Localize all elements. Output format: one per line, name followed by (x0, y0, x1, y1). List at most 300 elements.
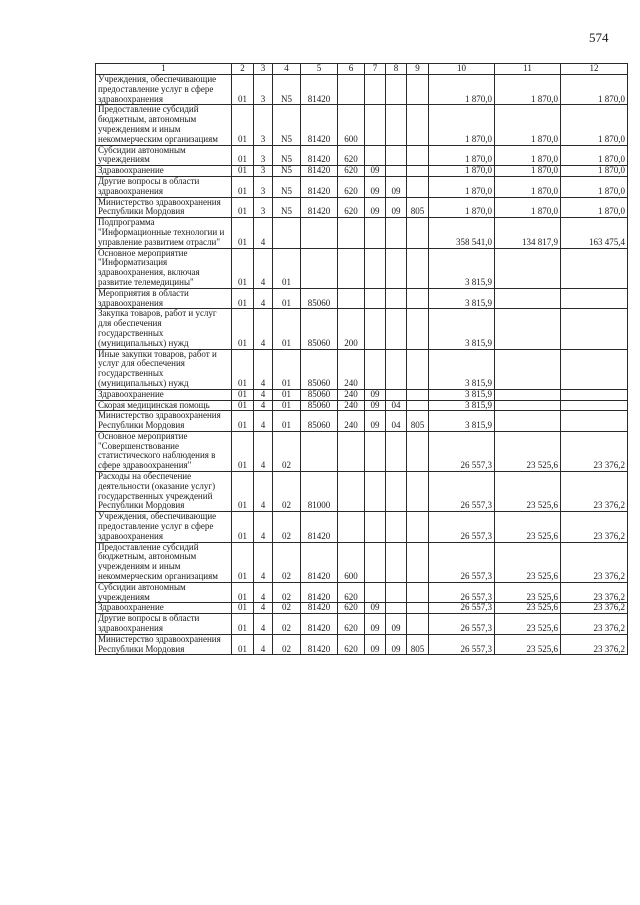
cell-col-7 (365, 512, 386, 542)
cell-col-7 (365, 75, 386, 105)
cell-col-7 (365, 105, 386, 145)
cell-col-9 (407, 166, 429, 177)
cell-col-5: 85060 (301, 309, 338, 349)
cell-col-9 (407, 542, 429, 582)
column-header: 2 (232, 64, 254, 75)
cell-col-7 (365, 472, 386, 512)
cell-amount-col-10: 3 815,9 (429, 309, 495, 349)
cell-col-3: 4 (254, 582, 273, 603)
cell-col-9 (407, 349, 429, 389)
row-name-cell: Мероприятия в области здравоохранения (96, 288, 232, 309)
table-row (96, 512, 628, 542)
cell-col-9 (407, 512, 429, 542)
row-name-cell: Субсидии автономным учреждениям (96, 582, 232, 603)
cell-col-2: 01 (232, 288, 254, 309)
cell-amount-col-12 (561, 288, 628, 309)
column-header: 6 (338, 64, 365, 75)
cell-col-5: 85060 (301, 288, 338, 309)
cell-col-8 (386, 309, 407, 349)
table-row (96, 197, 628, 218)
cell-amount-col-11 (495, 400, 561, 411)
cell-col-3: 4 (254, 218, 273, 248)
cell-amount-col-12 (561, 248, 628, 288)
cell-col-2: 01 (232, 614, 254, 635)
cell-amount-col-10: 1 870,0 (429, 105, 495, 145)
column-header: 10 (429, 64, 495, 75)
cell-col-4: N5 (273, 166, 301, 177)
cell-col-3: 4 (254, 400, 273, 411)
cell-col-6 (338, 512, 365, 542)
cell-amount-col-12 (561, 411, 628, 432)
cell-amount-col-10: 26 557,3 (429, 603, 495, 614)
cell-col-8 (386, 349, 407, 389)
column-header: 7 (365, 64, 386, 75)
table-row (96, 218, 628, 248)
budget-table (95, 63, 628, 655)
cell-col-7: 09 (365, 634, 386, 655)
cell-col-5: 81420 (301, 542, 338, 582)
row-name-cell: Другие вопросы в области здравоохранения (96, 176, 232, 197)
cell-col-4: N5 (273, 197, 301, 218)
cell-col-4: N5 (273, 75, 301, 105)
column-header: 9 (407, 64, 429, 75)
cell-col-2: 01 (232, 603, 254, 614)
cell-amount-col-10: 26 557,3 (429, 542, 495, 582)
cell-col-9: 805 (407, 197, 429, 218)
cell-col-9 (407, 176, 429, 197)
cell-amount-col-11: 1 870,0 (495, 166, 561, 177)
table-row (96, 248, 628, 288)
cell-amount-col-11 (495, 349, 561, 389)
cell-col-9 (407, 582, 429, 603)
cell-col-9: 805 (407, 411, 429, 432)
cell-col-5: 85060 (301, 389, 338, 400)
cell-amount-col-12: 23 376,2 (561, 431, 628, 471)
column-header: 8 (386, 64, 407, 75)
row-name-cell: Основное мероприятие "Совершенствование статистического наблюдения в сфере здравоохранения" (96, 431, 232, 471)
cell-col-9 (407, 431, 429, 471)
cell-col-5: 81420 (301, 197, 338, 218)
cell-col-4: 02 (273, 582, 301, 603)
row-name-cell: Иные закупки товаров, работ и услуг для обеспечения государственных (муниципальных) нужд (96, 349, 232, 389)
cell-col-3: 3 (254, 105, 273, 145)
cell-col-4: 01 (273, 411, 301, 432)
table-row (96, 105, 628, 145)
cell-col-6: 600 (338, 542, 365, 582)
cell-amount-col-10: 358 541,0 (429, 218, 495, 248)
cell-col-9: 805 (407, 634, 429, 655)
cell-col-8 (386, 248, 407, 288)
cell-col-6 (338, 288, 365, 309)
cell-amount-col-10: 26 557,3 (429, 431, 495, 471)
cell-col-7: 09 (365, 166, 386, 177)
cell-col-2: 01 (232, 400, 254, 411)
table-body (96, 75, 628, 655)
row-name-cell: Закупка товаров, работ и услуг для обеспечения государственных (муниципальных) нужд (96, 309, 232, 349)
cell-col-4: 01 (273, 389, 301, 400)
cell-col-2: 01 (232, 389, 254, 400)
cell-col-6: 240 (338, 400, 365, 411)
cell-amount-col-12: 1 870,0 (561, 145, 628, 166)
cell-amount-col-12 (561, 349, 628, 389)
cell-amount-col-12: 23 376,2 (561, 634, 628, 655)
row-name-cell: Предоставление субсидий бюджетным, автономным учреждениям и иным некоммерческим организациям (96, 542, 232, 582)
cell-amount-col-12: 1 870,0 (561, 176, 628, 197)
cell-amount-col-11 (495, 248, 561, 288)
cell-amount-col-10: 1 870,0 (429, 75, 495, 105)
cell-amount-col-10: 1 870,0 (429, 145, 495, 166)
cell-col-8 (386, 389, 407, 400)
cell-amount-col-11: 23 525,6 (495, 472, 561, 512)
cell-col-9 (407, 472, 429, 512)
row-name-cell: Предоставление субсидий бюджетным, автономным учреждениям и иным некоммерческим организациям (96, 105, 232, 145)
cell-col-7: 09 (365, 389, 386, 400)
row-name-cell: Основное мероприятие "Информатизация здравоохранения, включая развитие телемедицины" (96, 248, 232, 288)
cell-col-8 (386, 105, 407, 145)
row-name-cell: Здравоохранение (96, 603, 232, 614)
column-header: 4 (273, 64, 301, 75)
row-name-cell: Министерство здравоохранения Республики Мордовия (96, 197, 232, 218)
cell-col-7: 09 (365, 411, 386, 432)
table-row (96, 389, 628, 400)
cell-col-3: 4 (254, 389, 273, 400)
cell-col-6: 200 (338, 309, 365, 349)
cell-col-2: 01 (232, 176, 254, 197)
cell-col-2: 01 (232, 472, 254, 512)
cell-col-3: 3 (254, 166, 273, 177)
cell-amount-col-10: 3 815,9 (429, 288, 495, 309)
cell-col-8: 04 (386, 411, 407, 432)
cell-col-3: 4 (254, 472, 273, 512)
cell-col-4: 01 (273, 400, 301, 411)
cell-col-7: 09 (365, 614, 386, 635)
cell-col-4: 01 (273, 248, 301, 288)
cell-col-4: N5 (273, 105, 301, 145)
cell-col-4: 01 (273, 309, 301, 349)
cell-col-2: 01 (232, 411, 254, 432)
cell-col-5: 81420 (301, 634, 338, 655)
table-row (96, 542, 628, 582)
cell-col-5: 85060 (301, 349, 338, 389)
cell-col-8: 04 (386, 400, 407, 411)
cell-amount-col-12: 23 376,2 (561, 582, 628, 603)
cell-col-5: 81420 (301, 75, 338, 105)
cell-amount-col-12: 163 475,4 (561, 218, 628, 248)
row-name-cell: Здравоохранение (96, 166, 232, 177)
cell-col-5: 81420 (301, 614, 338, 635)
cell-col-6: 620 (338, 166, 365, 177)
cell-col-3: 4 (254, 603, 273, 614)
cell-col-6: 240 (338, 411, 365, 432)
table-row (96, 400, 628, 411)
cell-amount-col-11 (495, 411, 561, 432)
cell-amount-col-11: 1 870,0 (495, 75, 561, 105)
cell-col-9 (407, 145, 429, 166)
cell-col-6 (338, 248, 365, 288)
cell-col-2: 01 (232, 166, 254, 177)
column-header: 1 (96, 64, 232, 75)
cell-col-3: 4 (254, 431, 273, 471)
cell-col-4: 02 (273, 603, 301, 614)
cell-col-4: 02 (273, 431, 301, 471)
cell-col-2: 01 (232, 309, 254, 349)
cell-col-5: 81420 (301, 582, 338, 603)
cell-amount-col-10: 3 815,9 (429, 411, 495, 432)
row-name-cell: Скорая медицинская помощь (96, 400, 232, 411)
cell-col-2: 01 (232, 349, 254, 389)
cell-col-4: 02 (273, 634, 301, 655)
cell-col-8: 09 (386, 634, 407, 655)
table-row (96, 411, 628, 432)
cell-col-6 (338, 75, 365, 105)
cell-col-5: 81420 (301, 176, 338, 197)
cell-amount-col-12: 23 376,2 (561, 542, 628, 582)
cell-amount-col-11 (495, 288, 561, 309)
cell-col-8 (386, 218, 407, 248)
cell-col-9 (407, 218, 429, 248)
row-name-cell: Учреждения, обеспечивающие предоставление услуг в сфере здравоохранения (96, 512, 232, 542)
cell-amount-col-12: 1 870,0 (561, 105, 628, 145)
table-row (96, 603, 628, 614)
cell-col-5 (301, 248, 338, 288)
cell-amount-col-12: 1 870,0 (561, 166, 628, 177)
cell-amount-col-10: 1 870,0 (429, 197, 495, 218)
page-number: 574 (589, 30, 609, 45)
cell-col-4: 01 (273, 349, 301, 389)
cell-col-3: 4 (254, 248, 273, 288)
cell-col-9 (407, 248, 429, 288)
cell-col-3: 3 (254, 197, 273, 218)
cell-amount-col-12: 1 870,0 (561, 197, 628, 218)
cell-col-7 (365, 431, 386, 471)
cell-col-8 (386, 288, 407, 309)
row-name-cell: Субсидии автономным учреждениям (96, 145, 232, 166)
cell-col-7: 09 (365, 197, 386, 218)
cell-col-3: 4 (254, 542, 273, 582)
cell-col-8 (386, 431, 407, 471)
table-row (96, 166, 628, 177)
cell-col-5 (301, 431, 338, 471)
cell-col-6: 620 (338, 634, 365, 655)
cell-col-6: 620 (338, 176, 365, 197)
cell-col-8 (386, 542, 407, 582)
table-row (96, 75, 628, 105)
cell-col-6: 240 (338, 389, 365, 400)
table-row (96, 288, 628, 309)
cell-col-7 (365, 248, 386, 288)
cell-col-6: 240 (338, 349, 365, 389)
cell-col-6 (338, 431, 365, 471)
cell-col-9 (407, 389, 429, 400)
cell-col-5: 81420 (301, 166, 338, 177)
cell-amount-col-12: 23 376,2 (561, 603, 628, 614)
table-row (96, 145, 628, 166)
table-row (96, 309, 628, 349)
cell-col-7 (365, 309, 386, 349)
cell-col-2: 01 (232, 248, 254, 288)
cell-col-2: 01 (232, 431, 254, 471)
cell-col-4: 02 (273, 542, 301, 582)
table-row (96, 472, 628, 512)
cell-col-3: 3 (254, 75, 273, 105)
cell-amount-col-12: 23 376,2 (561, 614, 628, 635)
cell-col-7: 09 (365, 400, 386, 411)
cell-col-5: 81420 (301, 603, 338, 614)
cell-col-6 (338, 218, 365, 248)
cell-col-7 (365, 349, 386, 389)
row-name-cell: Расходы на обеспечение деятельности (оказание услуг) государственных учреждений Республики Мордовия (96, 472, 232, 512)
cell-col-2: 01 (232, 197, 254, 218)
cell-amount-col-10: 26 557,3 (429, 512, 495, 542)
cell-col-2: 01 (232, 145, 254, 166)
row-name-cell: Подпрограмма "Информационные технологии и управление развитием отрасли" (96, 218, 232, 248)
cell-amount-col-11 (495, 389, 561, 400)
cell-col-9 (407, 309, 429, 349)
cell-amount-col-10: 1 870,0 (429, 166, 495, 177)
cell-amount-col-12 (561, 309, 628, 349)
cell-col-2: 01 (232, 542, 254, 582)
cell-col-4: 01 (273, 288, 301, 309)
cell-col-5: 81420 (301, 512, 338, 542)
cell-amount-col-10: 3 815,9 (429, 389, 495, 400)
cell-col-3: 3 (254, 145, 273, 166)
cell-col-7: 09 (365, 176, 386, 197)
cell-amount-col-11: 23 525,6 (495, 634, 561, 655)
cell-col-8: 09 (386, 614, 407, 635)
cell-col-8 (386, 582, 407, 603)
cell-col-5: 81420 (301, 105, 338, 145)
cell-col-8 (386, 472, 407, 512)
table-header-row (96, 64, 628, 75)
cell-col-8 (386, 603, 407, 614)
cell-col-2: 01 (232, 218, 254, 248)
cell-col-7 (365, 542, 386, 582)
table-row (96, 176, 628, 197)
cell-col-8 (386, 145, 407, 166)
row-name-cell: Здравоохранение (96, 389, 232, 400)
table-row (96, 349, 628, 389)
cell-col-8 (386, 75, 407, 105)
cell-col-7 (365, 582, 386, 603)
cell-col-4: N5 (273, 176, 301, 197)
cell-col-5: 85060 (301, 400, 338, 411)
cell-col-7: 09 (365, 603, 386, 614)
cell-col-9 (407, 105, 429, 145)
row-name-cell: Другие вопросы в области здравоохранения (96, 614, 232, 635)
cell-col-7 (365, 145, 386, 166)
cell-col-2: 01 (232, 582, 254, 603)
cell-amount-col-12: 1 870,0 (561, 75, 628, 105)
cell-col-4: 02 (273, 512, 301, 542)
table-row (96, 634, 628, 655)
cell-amount-col-10: 3 815,9 (429, 400, 495, 411)
cell-amount-col-10: 26 557,3 (429, 582, 495, 603)
cell-amount-col-10: 26 557,3 (429, 472, 495, 512)
cell-amount-col-11: 1 870,0 (495, 145, 561, 166)
cell-col-3: 4 (254, 512, 273, 542)
cell-amount-col-12 (561, 389, 628, 400)
cell-col-9 (407, 75, 429, 105)
cell-col-7 (365, 218, 386, 248)
row-name-cell: Министерство здравоохранения Республики Мордовия (96, 634, 232, 655)
cell-col-6 (338, 472, 365, 512)
cell-col-2: 01 (232, 512, 254, 542)
cell-amount-col-10: 1 870,0 (429, 176, 495, 197)
row-name-cell: Учреждения, обеспечивающие предоставление услуг в сфере здравоохранения (96, 75, 232, 105)
cell-amount-col-11: 23 525,6 (495, 512, 561, 542)
cell-col-8 (386, 512, 407, 542)
cell-col-3: 4 (254, 349, 273, 389)
cell-amount-col-11: 23 525,6 (495, 542, 561, 582)
cell-col-2: 01 (232, 75, 254, 105)
column-header: 3 (254, 64, 273, 75)
row-name-cell: Министерство здравоохранения Республики Мордовия (96, 411, 232, 432)
cell-col-4: 02 (273, 614, 301, 635)
cell-col-9 (407, 603, 429, 614)
cell-amount-col-11: 23 525,6 (495, 614, 561, 635)
cell-amount-col-11: 1 870,0 (495, 176, 561, 197)
table-row (96, 431, 628, 471)
cell-col-8: 09 (386, 176, 407, 197)
column-header: 12 (561, 64, 628, 75)
cell-col-3: 4 (254, 634, 273, 655)
cell-col-8: 09 (386, 197, 407, 218)
cell-amount-col-11: 1 870,0 (495, 197, 561, 218)
cell-col-5: 81000 (301, 472, 338, 512)
cell-col-5 (301, 218, 338, 248)
cell-col-3: 4 (254, 309, 273, 349)
cell-col-5: 81420 (301, 145, 338, 166)
cell-col-6: 620 (338, 582, 365, 603)
column-header: 11 (495, 64, 561, 75)
cell-col-3: 3 (254, 176, 273, 197)
cell-amount-col-11: 23 525,6 (495, 582, 561, 603)
cell-col-6: 600 (338, 105, 365, 145)
cell-amount-col-12: 23 376,2 (561, 472, 628, 512)
cell-col-9 (407, 288, 429, 309)
cell-col-3: 4 (254, 614, 273, 635)
cell-amount-col-10: 26 557,3 (429, 614, 495, 635)
cell-col-5: 85060 (301, 411, 338, 432)
cell-amount-col-12 (561, 400, 628, 411)
cell-col-4 (273, 218, 301, 248)
cell-col-6: 620 (338, 197, 365, 218)
cell-amount-col-11: 1 870,0 (495, 105, 561, 145)
cell-amount-col-11: 134 817,9 (495, 218, 561, 248)
cell-amount-col-10: 3 815,9 (429, 248, 495, 288)
cell-col-9 (407, 400, 429, 411)
cell-col-7 (365, 288, 386, 309)
cell-amount-col-11: 23 525,6 (495, 431, 561, 471)
cell-col-4: 02 (273, 472, 301, 512)
table-row (96, 614, 628, 635)
table-row (96, 582, 628, 603)
cell-col-4: N5 (273, 145, 301, 166)
cell-col-6: 620 (338, 614, 365, 635)
cell-col-9 (407, 614, 429, 635)
cell-col-3: 4 (254, 411, 273, 432)
cell-col-3: 4 (254, 288, 273, 309)
cell-col-2: 01 (232, 634, 254, 655)
column-header: 5 (301, 64, 338, 75)
cell-col-2: 01 (232, 105, 254, 145)
cell-amount-col-10: 3 815,9 (429, 349, 495, 389)
cell-col-6: 620 (338, 145, 365, 166)
cell-col-6: 620 (338, 603, 365, 614)
cell-col-8 (386, 166, 407, 177)
cell-amount-col-11 (495, 309, 561, 349)
cell-amount-col-11: 23 525,6 (495, 603, 561, 614)
